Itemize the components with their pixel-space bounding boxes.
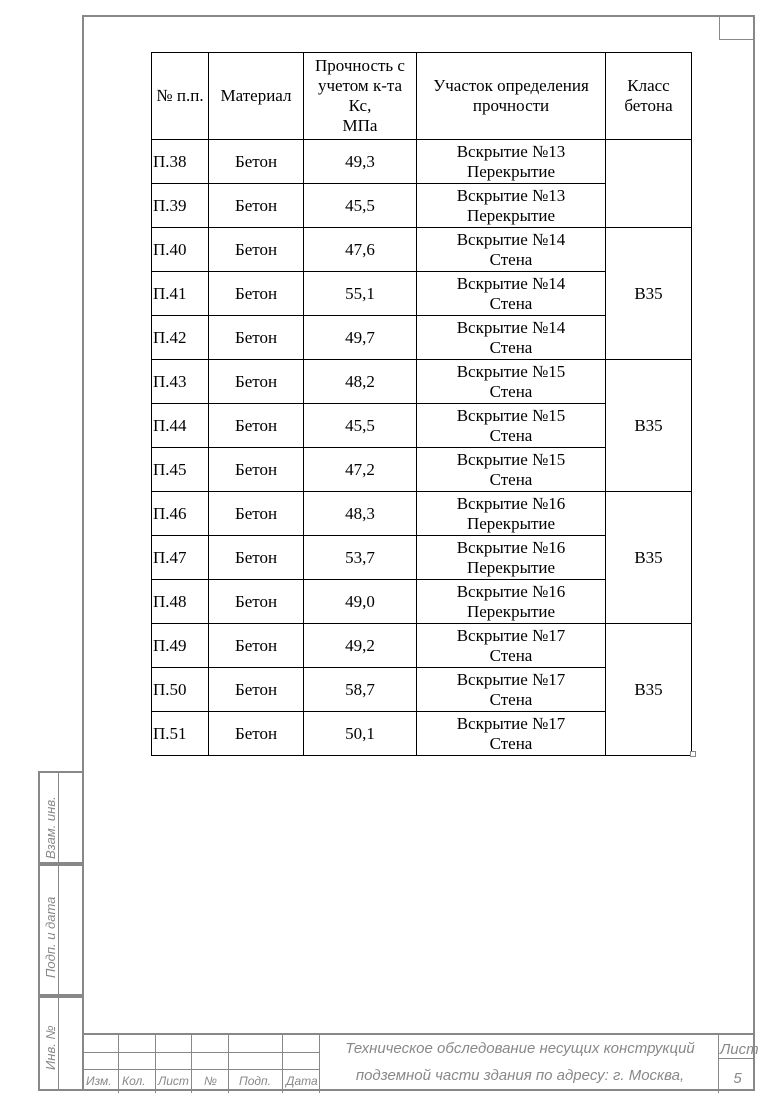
table-row bbox=[152, 492, 692, 536]
row-strength: 48,2 bbox=[304, 360, 417, 404]
stamp-label-kol: Кол. bbox=[122, 1074, 146, 1088]
location-opening: Вскрытие №16 bbox=[456, 537, 566, 557]
sheet-number: 5 bbox=[733, 1070, 742, 1087]
header-material: Материал bbox=[209, 53, 304, 140]
location-element: Стена bbox=[489, 733, 533, 753]
row-location bbox=[417, 580, 606, 624]
row-strength: 48,3 bbox=[304, 492, 417, 536]
location-element: Перекрытие bbox=[466, 601, 556, 621]
row-strength: 49,3 bbox=[304, 140, 417, 184]
row-strength: 55,1 bbox=[304, 272, 417, 316]
row-strength: 45,5 bbox=[304, 184, 417, 228]
location-opening: Вскрытие №17 bbox=[456, 669, 566, 689]
header-num: № п.п. bbox=[152, 53, 209, 140]
row-location bbox=[417, 272, 606, 316]
row-strength: 47,2 bbox=[304, 448, 417, 492]
location-opening: Вскрытие №14 bbox=[456, 273, 566, 293]
row-num: П.51 bbox=[152, 712, 209, 756]
row-num: П.44 bbox=[152, 404, 209, 448]
row-num: П.42 bbox=[152, 316, 209, 360]
row-num: П.46 bbox=[152, 492, 209, 536]
row-material: Бетон bbox=[209, 184, 304, 228]
header-location: Участок определения прочности bbox=[417, 53, 606, 140]
row-material: Бетон bbox=[209, 360, 304, 404]
row-strength: 49,7 bbox=[304, 316, 417, 360]
location-element: Перекрытие bbox=[466, 557, 556, 577]
row-num: П.38 bbox=[152, 140, 209, 184]
location-element: Стена bbox=[489, 645, 533, 665]
location-element: Стена bbox=[489, 381, 533, 401]
location-opening: Вскрытие №15 bbox=[456, 449, 566, 469]
row-material: Бетон bbox=[209, 140, 304, 184]
row-strength: 49,0 bbox=[304, 580, 417, 624]
stamp-label-izm: Изм. bbox=[86, 1074, 112, 1088]
row-material: Бетон bbox=[209, 580, 304, 624]
row-material: Бетон bbox=[209, 316, 304, 360]
location-opening: Вскрытие №14 bbox=[456, 229, 566, 249]
row-class: В35 bbox=[606, 624, 692, 756]
location-opening: Вскрытие №14 bbox=[456, 317, 566, 337]
document-title-line1: Техническое обследование несущих конструкций bbox=[345, 1040, 695, 1057]
header-strength: Прочность с учетом к-та Кс, МПа bbox=[304, 53, 417, 140]
row-num: П.41 bbox=[152, 272, 209, 316]
row-class: В35 bbox=[606, 492, 692, 624]
location-opening: Вскрытие №13 bbox=[456, 141, 566, 161]
row-material: Бетон bbox=[209, 712, 304, 756]
row-material: Бетон bbox=[209, 448, 304, 492]
location-opening: Вскрытие №17 bbox=[456, 713, 566, 733]
row-location bbox=[417, 184, 606, 228]
side-label-podp: Подп. и дата bbox=[43, 896, 58, 978]
row-material: Бетон bbox=[209, 404, 304, 448]
table-header-row bbox=[152, 53, 692, 140]
stamp-label-data: Дата bbox=[286, 1074, 318, 1088]
row-num: П.40 bbox=[152, 228, 209, 272]
header-class: Класс бетона bbox=[606, 53, 692, 140]
row-strength: 49,2 bbox=[304, 624, 417, 668]
strength-table bbox=[151, 52, 692, 756]
row-location bbox=[417, 668, 606, 712]
row-material: Бетон bbox=[209, 492, 304, 536]
location-opening: Вскрытие №13 bbox=[456, 185, 566, 205]
row-strength: 47,6 bbox=[304, 228, 417, 272]
row-num: П.49 bbox=[152, 624, 209, 668]
corner-box bbox=[719, 15, 755, 40]
row-num: П.47 bbox=[152, 536, 209, 580]
side-label-inv: Инв. № bbox=[43, 1025, 58, 1070]
document-title-line2: подземной части здания по адресу: г. Москва, bbox=[355, 1067, 685, 1084]
row-strength: 50,1 bbox=[304, 712, 417, 756]
stamp-label-podp: Подп. bbox=[239, 1074, 271, 1088]
row-material: Бетон bbox=[209, 536, 304, 580]
location-element: Стена bbox=[489, 293, 533, 313]
location-element: Стена bbox=[489, 689, 533, 709]
row-strength: 45,5 bbox=[304, 404, 417, 448]
row-material: Бетон bbox=[209, 228, 304, 272]
location-element: Стена bbox=[489, 425, 533, 445]
location-opening: Вскрытие №17 bbox=[456, 625, 566, 645]
table-row bbox=[152, 360, 692, 404]
row-location bbox=[417, 228, 606, 272]
row-num: П.45 bbox=[152, 448, 209, 492]
row-location bbox=[417, 712, 606, 756]
row-class bbox=[606, 140, 692, 228]
location-opening: Вскрытие №15 bbox=[456, 405, 566, 425]
row-num: П.48 bbox=[152, 580, 209, 624]
row-num: П.39 bbox=[152, 184, 209, 228]
row-num: П.50 bbox=[152, 668, 209, 712]
row-location bbox=[417, 140, 606, 184]
location-element: Перекрытие bbox=[466, 161, 556, 181]
location-element: Стена bbox=[489, 337, 533, 357]
location-element: Перекрытие bbox=[466, 205, 556, 225]
row-material: Бетон bbox=[209, 272, 304, 316]
row-location bbox=[417, 624, 606, 668]
row-material: Бетон bbox=[209, 624, 304, 668]
location-opening: Вскрытие №16 bbox=[456, 493, 566, 513]
stamp-label-list: Лист bbox=[158, 1074, 189, 1088]
stamp-label-nomer: № bbox=[204, 1074, 217, 1088]
location-opening: Вскрытие №15 bbox=[456, 361, 566, 381]
row-location bbox=[417, 536, 606, 580]
row-location bbox=[417, 360, 606, 404]
row-class: В35 bbox=[606, 360, 692, 492]
row-strength: 58,7 bbox=[304, 668, 417, 712]
side-label-vzam: Взам. инв. bbox=[43, 796, 58, 859]
side-stamp-podp bbox=[38, 864, 84, 996]
row-location bbox=[417, 316, 606, 360]
row-location bbox=[417, 492, 606, 536]
row-location bbox=[417, 448, 606, 492]
row-strength: 53,7 bbox=[304, 536, 417, 580]
table-resize-handle[interactable] bbox=[690, 751, 696, 757]
location-element: Перекрытие bbox=[466, 513, 556, 533]
row-location bbox=[417, 404, 606, 448]
location-opening: Вскрытие №16 bbox=[456, 581, 566, 601]
row-class: В35 bbox=[606, 228, 692, 360]
side-stamp-vzam bbox=[38, 771, 84, 864]
table-row bbox=[152, 228, 692, 272]
location-element: Стена bbox=[489, 249, 533, 269]
row-material: Бетон bbox=[209, 668, 304, 712]
table-row bbox=[152, 140, 692, 184]
row-num: П.43 bbox=[152, 360, 209, 404]
side-stamp-inv bbox=[38, 996, 84, 1091]
sheet-label: Лист bbox=[720, 1041, 759, 1058]
table-row bbox=[152, 624, 692, 668]
title-block bbox=[82, 1033, 759, 1093]
location-element: Стена bbox=[489, 469, 533, 489]
